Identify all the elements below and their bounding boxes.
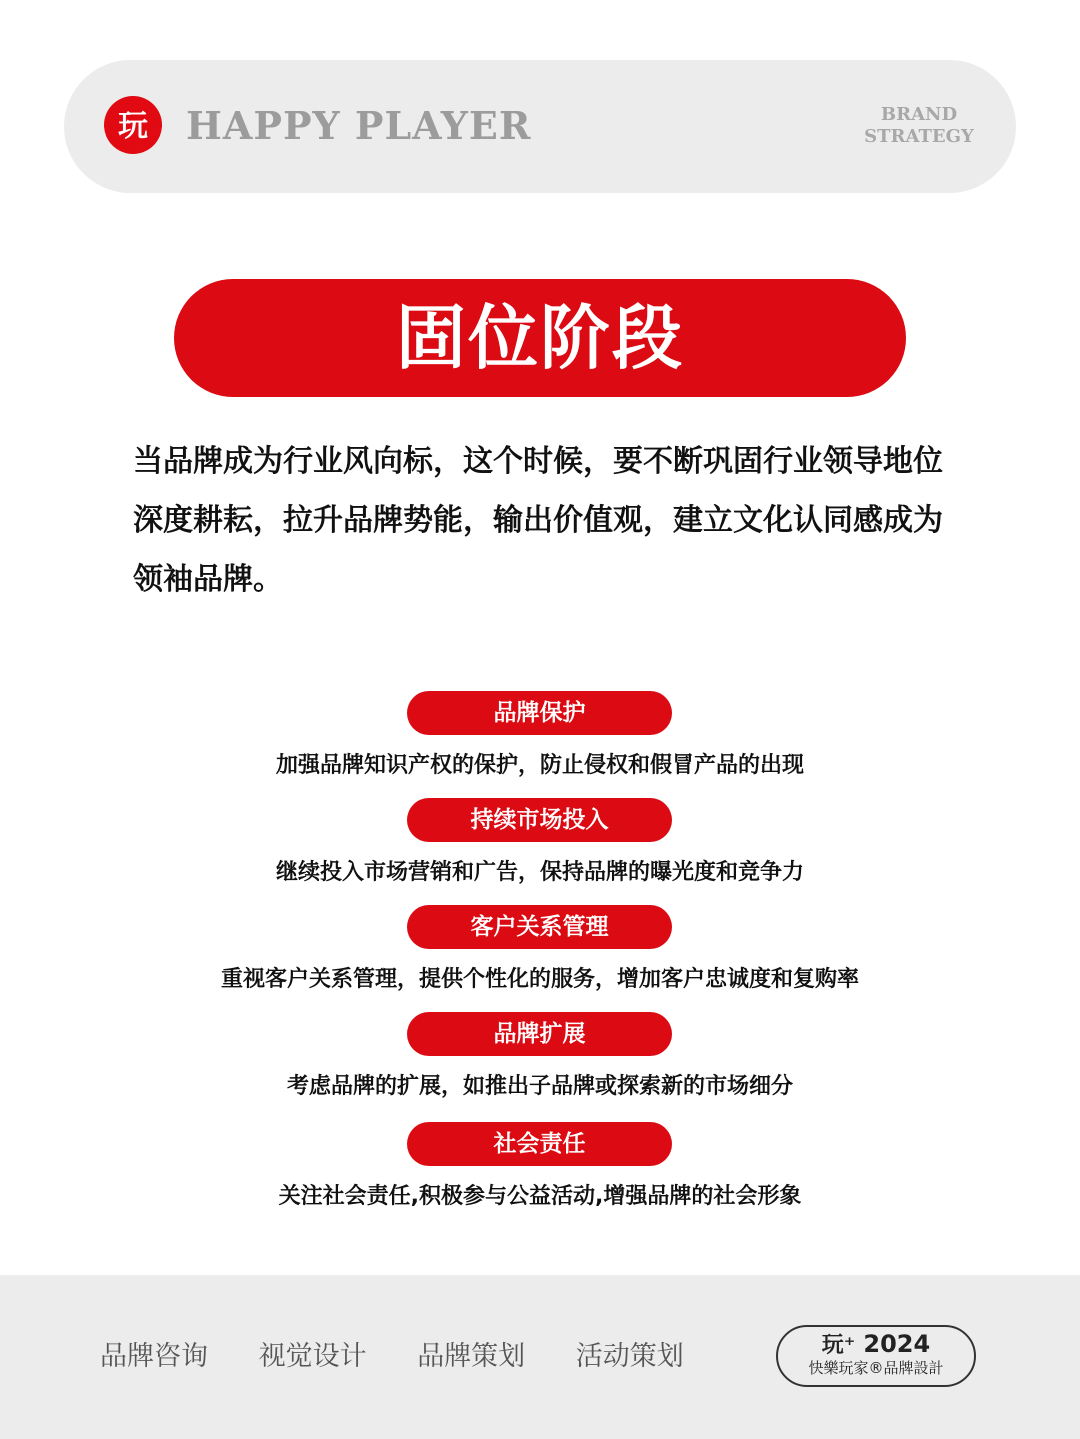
footer-item-event-planning: 活动策划 [575, 1341, 684, 1372]
item-label: 品牌扩展 [407, 1012, 672, 1056]
badge-subtitle: 快樂玩家®品牌設計 [808, 1359, 944, 1377]
brand-tag-line2: STRATEGY [864, 126, 974, 147]
title-banner [174, 279, 906, 397]
brand-tag-line1: BRAND [880, 104, 958, 125]
item-label: 社会责任 [407, 1122, 672, 1166]
badge-logo-icon: 玩⁺ [821, 1333, 856, 1358]
brand-tagline [864, 104, 974, 148]
item-description: 考虑品牌的扩展，如推出子品牌或探索新的市场细分 [286, 1074, 793, 1099]
footer-item-brand-planning: 品牌策划 [417, 1341, 526, 1372]
item-label: 持续市场投入 [407, 798, 672, 842]
item-label: 客户关系管理 [407, 905, 672, 949]
footer [0, 1275, 1080, 1439]
footer-item-visual-design: 视觉设计 [258, 1341, 367, 1372]
strategy-item-social-responsibility [0, 1122, 1080, 1232]
strategy-item-brand-protection [0, 691, 1080, 801]
item-description: 关注社会责任,积极参与公益活动,增强品牌的社会形象 [278, 1184, 802, 1209]
item-description: 重视客户关系管理，提供个性化的服务，增加客户忠诚度和复购率 [220, 967, 859, 992]
strategy-item-brand-extension [0, 1012, 1080, 1122]
brand-name: HAPPY PLAYER [186, 103, 532, 148]
item-description: 继续投入市场营销和广告，保持品牌的曝光度和竞争力 [275, 860, 804, 885]
header-bar [64, 60, 1016, 193]
strategy-item-crm [0, 905, 1080, 1015]
footer-item-brand-consulting: 品牌咨询 [100, 1341, 208, 1372]
badge-year: 2024 [863, 1330, 931, 1358]
page-title: 固位阶段 [396, 297, 684, 379]
copyright-badge [776, 1325, 976, 1387]
intro-paragraph: 当品牌成为行业风向标，这个时候，要不断巩固行业领导地位深度耕耘，拉升品牌势能，输出价值观，建立文化认同感成为领袖品牌。 [133, 444, 943, 597]
strategy-item-market-investment [0, 798, 1080, 908]
item-label: 品牌保护 [407, 691, 672, 735]
footer-services [100, 1337, 726, 1377]
svg-text:玩: 玩 [118, 109, 148, 143]
brand-logo-icon [104, 96, 162, 154]
item-description: 加强品牌知识产权的保护，防止侵权和假冒产品的出现 [275, 753, 804, 778]
